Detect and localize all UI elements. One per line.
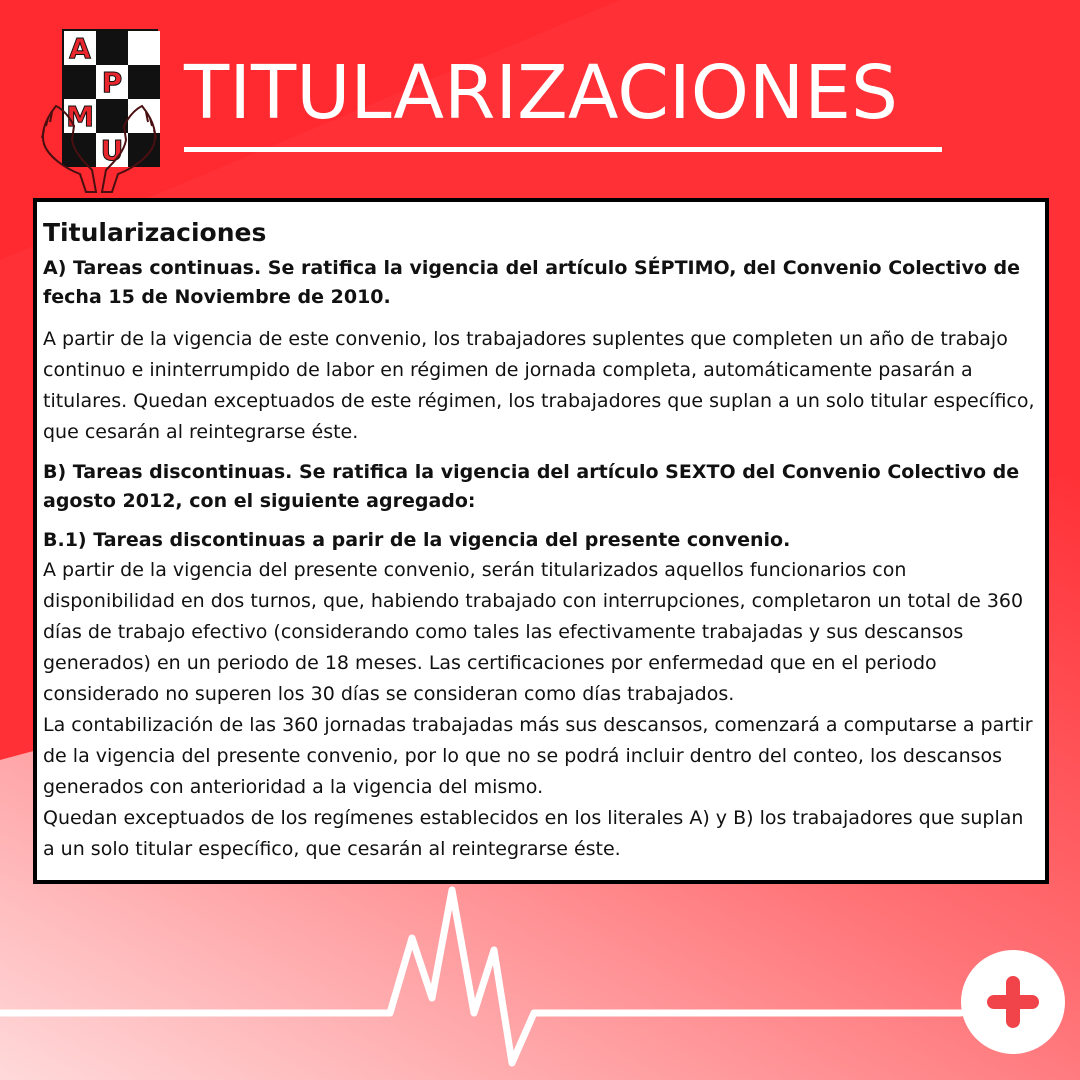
hands-icon [34, 96, 164, 196]
document-card [33, 198, 1049, 884]
logo-letter-p: P [96, 65, 128, 99]
section-a-body: A partir de la vigencia de este convenio, los trabajadores suplentes que completen un año de trabajo continuo e ininterrumpido de labor en régimen de jornada completa, automáticamente pasarán a titulares. Quedan exceptuados de este régimen, los trabajadores que suplan a un solo titular específico, que cesarán al reintegrarse éste. [43, 328, 1035, 443]
section-a-heading: A) Tareas continuas. Se ratifica la vigencia del artículo SÉPTIMO, del Convenio Colectivo de fecha 15 de Noviembre de 2010. [43, 257, 1020, 308]
section-b1-paragraph: La contabilización de las 360 jornadas trabajadas más sus descansos, comenzará a computarse a partir de la vigencia del presente convenio, por lo que no se podrá incluir dentro del conteo, los descansos generados con anterioridad a la vigencia del mismo. [43, 714, 1033, 798]
section-b1-heading: B.1) Tareas discontinuas a parir de la vigencia del presente convenio. [43, 529, 791, 551]
page-title: TITULARIZACIONES [184, 50, 899, 136]
title-underline [184, 147, 942, 152]
plus-icon [981, 970, 1045, 1034]
logo-letter-a: A [64, 31, 96, 65]
section-b1-paragraph: Quedan exceptuados de los regímenes establecidos en los literales A) y B) los trabajadores que suplan a un solo titular específico, que cesarán al reintegrarse éste. [43, 807, 1024, 860]
heartbeat-line-icon [0, 880, 1080, 1080]
document-heading: Titularizaciones [43, 218, 267, 247]
section-b-heading: B) Tareas discontinuas. Se ratifica la vigencia del artículo SEXTO del Convenio Colectivo de agosto 2012, con el siguiente agregado: [43, 461, 1020, 512]
logo-letter-u: U [96, 133, 128, 167]
section-b1-paragraph: A partir de la vigencia del presente convenio, serán titularizados aquellos funcionarios con disponibilidad en dos turnos, que, habiendo trabajado con interrupciones, completaron un total de 360 días de trabajo efectivo (considerando como tales las efectivamente trabajadas y sus descansos generados) en un periodo de 18 meses. Las certificaciones por enfermedad que en el periodo considerado no superen los 30 días se consideran como días trabajados. [43, 559, 1024, 705]
logo-letter-m: M [64, 99, 96, 133]
medical-plus-icon [961, 950, 1065, 1054]
apmu-logo [34, 26, 164, 196]
